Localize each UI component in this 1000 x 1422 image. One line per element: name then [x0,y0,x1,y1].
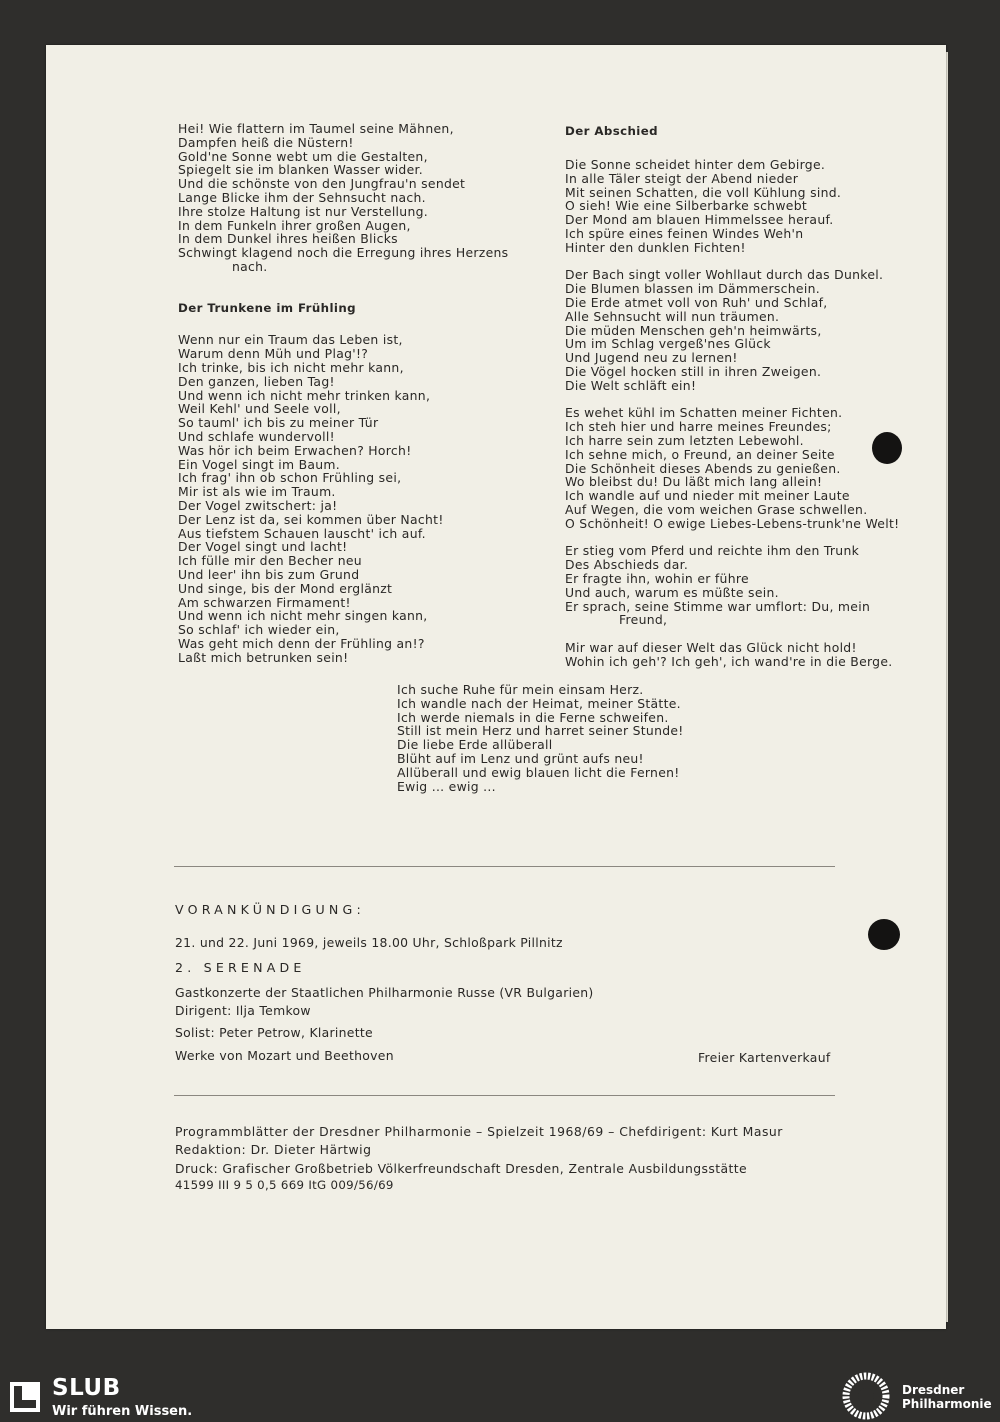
poem-line: Am schwarzen Firmament! [178,594,351,610]
poem-line: Der Vogel zwitschert: ja! [178,497,338,513]
poem-line: Wo bleibst du! Du läßt mich lang allein! [565,474,823,490]
poem-title-trunkene: Der Trunkene im Frühling [178,301,357,316]
poem-abschied-stanza-4 [565,544,935,627]
poem-line: Er stieg vom Pferd und reichte ihm den Trunk [565,543,860,559]
imprint-line-1: Programmblätter der Dresdner Philharmonie – Spielzeit 1968/69 – Chefdirigent: Kurt Masur [175,1124,783,1139]
poem-line: Der Bach singt voller Wohllaut durch das Dunkel. [565,267,884,283]
poem-line: Wenn nur ein Traum das Leben ist, [178,332,403,348]
poem-line: Um im Schlag vergeß'nes Glück [565,336,771,352]
poem-line: Gold'ne Sonne webt um die Gestalten, [178,148,428,164]
announcement-conductor: Dirigent: Ilja Temkow [175,1003,311,1018]
slub-subtitle: Wir führen Wissen. [52,1404,193,1419]
poem-line: O Schönheit! O ewige Liebes-Lebens-trunk'ne Welt! [565,515,900,531]
poem-line: Ich spüre eines feinen Windes Weh'n [565,225,804,241]
poem-line: Ewig ... ewig ... [397,778,496,794]
poem-line: Ihre stolze Haltung ist nur Verstellung. [178,203,429,219]
poem-line: So schlaf' ich wieder ein, [178,622,340,638]
divider-top [174,866,835,867]
dp-line-1: Dresdner [902,1383,965,1397]
poem-line: Allüberall und ewig blauen licht die Fernen! [397,764,680,780]
poem-line: Ich werde niemals in die Ferne schweifen. [397,709,669,725]
poem-line: Aus tiefstem Schauen lauscht' ich auf. [178,525,426,541]
punch-hole-top [872,432,902,464]
poem-line: Ich wandle auf und nieder mit meiner Laute [565,488,850,504]
poem-line: Und schlafe wundervoll! [178,428,335,444]
slub-logo-icon [10,1382,40,1412]
poem-line: Den ganzen, lieben Tag! [178,373,335,389]
poem-line: Die Erde atmet voll von Ruh' und Schlaf, [565,294,828,310]
dresdner-philharmonie-logo-icon [842,1372,890,1420]
imprint-line-2: Redaktion: Dr. Dieter Härtwig [175,1142,372,1157]
poem-line: Was hör ich beim Erwachen? Horch! [178,442,412,458]
poem-left-intro [178,122,548,274]
poem-line: nach. [232,258,268,274]
poem-line: Was geht mich denn der Frühling an!? [178,635,425,651]
poem-line: Die liebe Erde allüberall [397,737,553,753]
poem-line: Des Abschieds dar. [565,557,689,573]
poem-line: So tauml' ich bis zu meiner Tür [178,415,379,431]
poem-line: Auf Wegen, die vom weichen Grase schwellen. [565,501,868,517]
poem-line: Der Mond am blauen Himmelssee herauf. [565,212,834,228]
poem-line: Blüht auf im Lenz und grünt aufs neu! [397,750,644,766]
poem-line: Und wenn ich nicht mehr singen kann, [178,608,428,624]
poem-line: Er sprach, seine Stimme war umflort: Du, mein [565,598,871,614]
poem-line: Die Welt schläft ein! [565,377,697,393]
poem-trunkene [178,333,548,664]
poem-abschied-stanza-3 [565,406,935,530]
poem-line: Und die schönste von den Jungfrau'n sendet [178,176,466,192]
left-column [178,122,548,664]
poem-line: Laßt mich betrunken sein! [178,649,349,665]
punch-hole-bottom [868,919,900,950]
dresdner-philharmonie-label [902,1383,992,1411]
poem-line: Es wehet kühl im Schatten meiner Fichten. [565,405,843,421]
poem-line: Und auch, warum es müßte sein. [565,584,779,600]
poem-line: Und singe, bis der Mond erglänzt [178,580,393,596]
slub-title: SLUB [52,1375,121,1401]
divider-bottom [174,1095,835,1096]
poem-line: In dem Funkeln ihrer großen Augen, [178,217,411,233]
poem-line: Ich frag' ihn ob schon Frühling sei, [178,470,402,486]
announcement-heading: VORANKÜNDIGUNG: [175,902,365,917]
announcement-works: Werke von Mozart und Beethoven [175,1048,394,1063]
imprint-line-4: 41599 III 9 5 0,5 669 ItG 009/56/69 [175,1178,394,1192]
poem-line: In dem Dunkel ihres heißen Blicks [178,231,398,247]
poem-line: Ich wandle nach der Heimat, meiner Stätte. [397,695,681,711]
poem-line: Mir ist als wie im Traum. [178,484,336,500]
poem-abschied-stanza-1 [565,158,935,255]
poem-line: Und wenn ich nicht mehr trinken kann, [178,387,431,403]
poem-line: Hinter den dunklen Fichten! [565,239,746,255]
poem-line: Warum denn Müh und Plag'!? [178,346,369,362]
poem-line: Still ist mein Herz und harret seiner Stunde! [397,723,684,739]
imprint-line-3: Druck: Grafischer Großbetrieb Völkerfreundschaft Dresden, Zentrale Ausbildungsstätte [175,1161,748,1176]
center-column [397,683,757,793]
poem-line: Ich sehne mich, o Freund, an deiner Seite [565,446,835,462]
poem-line: Die Vögel hocken still in ihren Zweigen. [565,363,822,379]
poem-line: Ich harre sein zum letzten Lebewohl. [565,432,804,448]
poem-line: Ein Vogel singt im Baum. [178,456,341,472]
announcement-serenade: 2. SERENADE [175,960,306,975]
poem-line: Die Schönheit dieses Abends zu genießen. [565,460,841,476]
poem-title-abschied: Der Abschied [565,124,658,138]
poem-line: Ich steh hier und harre meines Freundes; [565,419,832,435]
poem-line: Lange Blicke ihm der Sehnsucht nach. [178,189,426,205]
poem-line: Dampfen heiß die Nüstern! [178,134,354,150]
poem-line: Mit seinen Schatten, die voll Kühlung sind. [565,184,842,200]
poem-abschied-finale [397,683,757,793]
poem-line: Freund, [619,612,668,628]
announcement-soloist: Solist: Peter Petrow, Klarinette [175,1025,373,1040]
dp-line-2: Philharmonie [902,1397,992,1411]
poem-line: Der Lenz ist da, sei kommen über Nacht! [178,511,444,527]
poem-line: Und Jugend neu zu lernen! [565,350,738,366]
poem-line: In alle Täler steigt der Abend nieder [565,170,799,186]
poem-line: Er fragte ihn, wohin er führe [565,570,749,586]
announcement-tickets: Freier Kartenverkauf [698,1050,831,1065]
poem-line: Schwingt klagend noch die Erregung ihres Herzens [178,245,509,261]
poem-line: Ich fülle mir den Becher neu [178,553,362,569]
poem-line: Wohin ich geh'? Ich geh', ich wand're in die Berge. [565,653,893,669]
poem-line: Die Sonne scheidet hinter dem Gebirge. [565,157,826,172]
poem-line: Ich trinke, bis ich nicht mehr kann, [178,359,404,375]
poem-line: Weil Kehl' und Seele voll, [178,401,341,417]
poem-abschied-stanza-5 [565,641,935,669]
poem-line: Der Vogel singt und lacht! [178,539,348,555]
poem-line: Hei! Wie flattern im Taumel seine Mähnen, [178,121,454,136]
poem-line: Alle Sehnsucht will nun träumen. [565,308,780,324]
poem-line: Die müden Menschen geh'n heimwärts, [565,322,822,338]
poem-abschied-stanza-2 [565,268,935,392]
footer-bar [0,1370,1000,1422]
poem-line: Und leer' ihn bis zum Grund [178,566,360,582]
announcement-guest: Gastkonzerte der Staatlichen Philharmonie Russe (VR Bulgarien) [175,985,594,1000]
announcement-date: 21. und 22. Juni 1969, jeweils 18.00 Uhr, Schloßpark Pillnitz [175,935,563,950]
poem-line: Die Blumen blassen im Dämmerschein. [565,281,820,297]
poem-line: Ich suche Ruhe für mein einsam Herz. [397,682,644,697]
right-column [565,122,935,668]
poem-line: O sieh! Wie eine Silberbarke schwebt [565,198,808,214]
poem-line: Spiegelt sie im blanken Wasser wider. [178,162,424,178]
poem-line: Mir war auf dieser Welt das Glück nicht hold! [565,639,857,655]
